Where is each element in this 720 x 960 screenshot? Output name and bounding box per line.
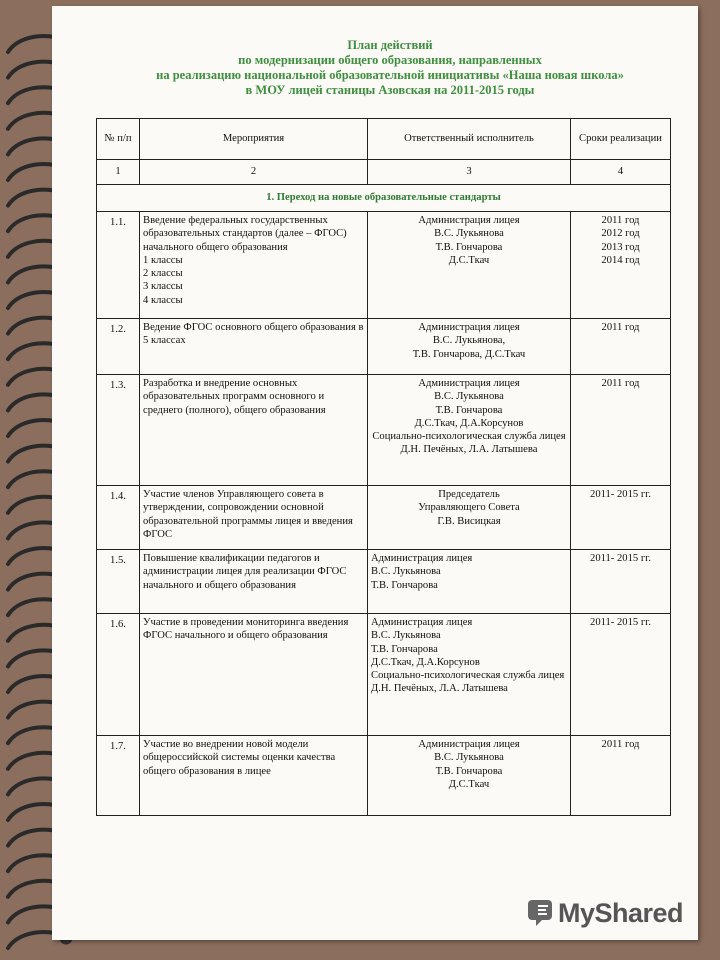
table-row — [97, 375, 671, 486]
executor-cell-line: Социально-психологическая служба лицея — [372, 431, 566, 443]
table-header-row — [97, 119, 671, 160]
row-number: 1.7. — [97, 736, 140, 816]
header-activity: Мероприятия — [140, 119, 368, 160]
activity-cell-line: Участие во внедрении новой модели общероссийской системы оценки качества общего образования в лицее — [143, 739, 336, 777]
activity-cell-line: Участие членов Управляющего совета в утверждении, сопровождении основной образовательной программы лицея и введения ФГОС — [143, 489, 353, 540]
executor-cell-line: Д.Н. Печёных, Л.А. Латышева — [371, 683, 508, 695]
executor-cell-line: Управляющего Совета — [418, 502, 520, 514]
activity-cell-line: 4 классы — [143, 294, 183, 306]
activity-cell — [140, 375, 368, 486]
activity-cell — [140, 550, 368, 614]
activity-cell — [140, 212, 368, 319]
executor-cell-line: Т.В. Гончарова — [371, 643, 438, 655]
executor-cell-line: В.С. Лукьянова — [434, 391, 504, 403]
executor-cell — [368, 212, 571, 319]
executor-cell-line: Администрация лицея — [418, 378, 520, 389]
executor-cell-line: Администрация лицея — [371, 553, 473, 564]
executor-cell-line: Председатель — [438, 489, 500, 500]
executor-cell-line: В.С. Лукьянова — [371, 566, 441, 578]
table-row — [97, 486, 671, 550]
term-cell-line: 2012 год — [601, 228, 640, 240]
section-title: 1. Переход на новые образовательные стандарты — [97, 185, 671, 212]
executor-cell-line: Администрация лицея — [418, 322, 520, 333]
executor-cell-line: В.С. Лукьянова — [371, 630, 441, 642]
executor-cell-line: Т.В. Гончарова — [435, 241, 503, 253]
activity-cell-line: 2 классы — [143, 268, 183, 280]
executor-cell-line: Д.С.Ткач — [448, 778, 490, 790]
term-cell — [571, 614, 671, 736]
row-number: 1.4. — [97, 486, 140, 550]
term-cell — [571, 319, 671, 375]
column-number: 2 — [140, 160, 368, 185]
term-cell-line: 2011- 2015 гг. — [590, 489, 651, 500]
term-cell-line: 2013 год — [601, 241, 640, 253]
table-row — [97, 212, 671, 319]
title-line-1: План действий — [347, 38, 433, 52]
executor-cell-line: Д.С.Ткач, Д.А.Корсунов — [414, 417, 524, 429]
term-cell-line: 2011- 2015 гг. — [590, 553, 651, 564]
term-cell-line: 2011 год — [601, 215, 640, 226]
table-row — [97, 614, 671, 736]
row-number: 1.6. — [97, 614, 140, 736]
section-row — [97, 185, 671, 212]
activity-cell — [140, 736, 368, 816]
executor-cell-line: Д.С.Ткач, Д.А.Корсунов — [371, 656, 480, 668]
column-number: 3 — [368, 160, 571, 185]
watermark — [528, 896, 688, 932]
term-cell-line: 2014 год — [601, 254, 640, 266]
executor-cell — [368, 736, 571, 816]
executor-cell-line: В.С. Лукьянова — [434, 228, 504, 240]
executor-cell-line: Г.В. Висицкая — [437, 515, 501, 527]
table-row — [97, 736, 671, 816]
activity-cell — [140, 614, 368, 736]
title-line-4: в МОУ лицей станицы Азовская на 2011-2015 годы — [245, 83, 535, 97]
activity-cell-line: Повышение квалификации педагогов и администрации лицея для реализации ФГОС начального и общего образования — [143, 553, 347, 591]
row-number: 1.3. — [97, 375, 140, 486]
header-executor: Ответственный исполнитель — [368, 119, 571, 160]
title-line-3: на реализацию национальной образовательной инициативы «Наша новая школа» — [156, 68, 624, 82]
executor-cell-line: Социально-психологическая служба лицея — [371, 670, 565, 682]
executor-cell-line: Т.В. Гончарова — [435, 404, 503, 416]
title-line-2: по модернизации общего образования, направленных — [238, 53, 542, 67]
executor-cell — [368, 614, 571, 736]
plan-table — [96, 118, 671, 816]
activity-cell-line: 1 классы — [143, 254, 183, 266]
executor-cell-line: Т.В. Гончарова — [435, 765, 503, 777]
row-number: 1.1. — [97, 212, 140, 319]
executor-cell-line: Д.Н. Печёных, Л.А. Латышева — [400, 444, 538, 456]
header-num: № п/п — [97, 119, 140, 160]
executor-cell — [368, 550, 571, 614]
table-row — [97, 319, 671, 375]
column-number: 1 — [97, 160, 140, 185]
activity-cell-line: Участие в проведении мониторинга введения ФГОС начального и общего образования — [143, 617, 349, 642]
page-title — [60, 38, 720, 98]
term-cell — [571, 375, 671, 486]
term-cell-line: 2011 год — [601, 739, 640, 750]
executor-cell — [368, 486, 571, 550]
myshared-logo-icon — [528, 896, 556, 930]
row-number: 1.2. — [97, 319, 140, 375]
activity-cell-line: Разработка и внедрение основных образовательных программ основного и среднего (полного), общего образования — [143, 378, 326, 416]
table-row — [97, 550, 671, 614]
executor-cell — [368, 319, 571, 375]
executor-cell — [368, 375, 571, 486]
executor-cell-line: В.С. Лукьянова — [434, 752, 504, 764]
row-number: 1.5. — [97, 550, 140, 614]
column-number: 4 — [571, 160, 671, 185]
watermark-text: MyShared — [558, 898, 684, 928]
executor-cell-line: Администрация лицея — [371, 617, 473, 628]
activity-cell-line: 3 классы — [143, 281, 183, 293]
term-cell-line: 2011 год — [601, 322, 640, 333]
activity-cell-line: Введение федеральных государственных образовательных стандартов (далее – ФГОС) начального общего образования — [143, 215, 347, 253]
term-cell-line: 2011 год — [601, 378, 640, 389]
term-cell — [571, 550, 671, 614]
header-term: Сроки реализации — [571, 119, 671, 160]
activity-cell — [140, 319, 368, 375]
activity-cell-line: Ведение ФГОС основного общего образования в 5 классах — [143, 322, 364, 347]
executor-cell-line: Т.В. Гончарова, Д.С.Ткач — [412, 348, 526, 360]
executor-cell-line: Администрация лицея — [418, 215, 520, 226]
term-cell — [571, 736, 671, 816]
term-cell-line: 2011- 2015 гг. — [590, 617, 651, 628]
activity-cell — [140, 486, 368, 550]
term-cell — [571, 212, 671, 319]
executor-cell-line: Администрация лицея — [418, 739, 520, 750]
executor-cell-line: Д.С.Ткач — [448, 254, 490, 266]
term-cell — [571, 486, 671, 550]
executor-cell-line: В.С. Лукьянова, — [432, 335, 506, 347]
executor-cell-line: Т.В. Гончарова — [371, 579, 438, 591]
column-number-row — [97, 160, 671, 185]
